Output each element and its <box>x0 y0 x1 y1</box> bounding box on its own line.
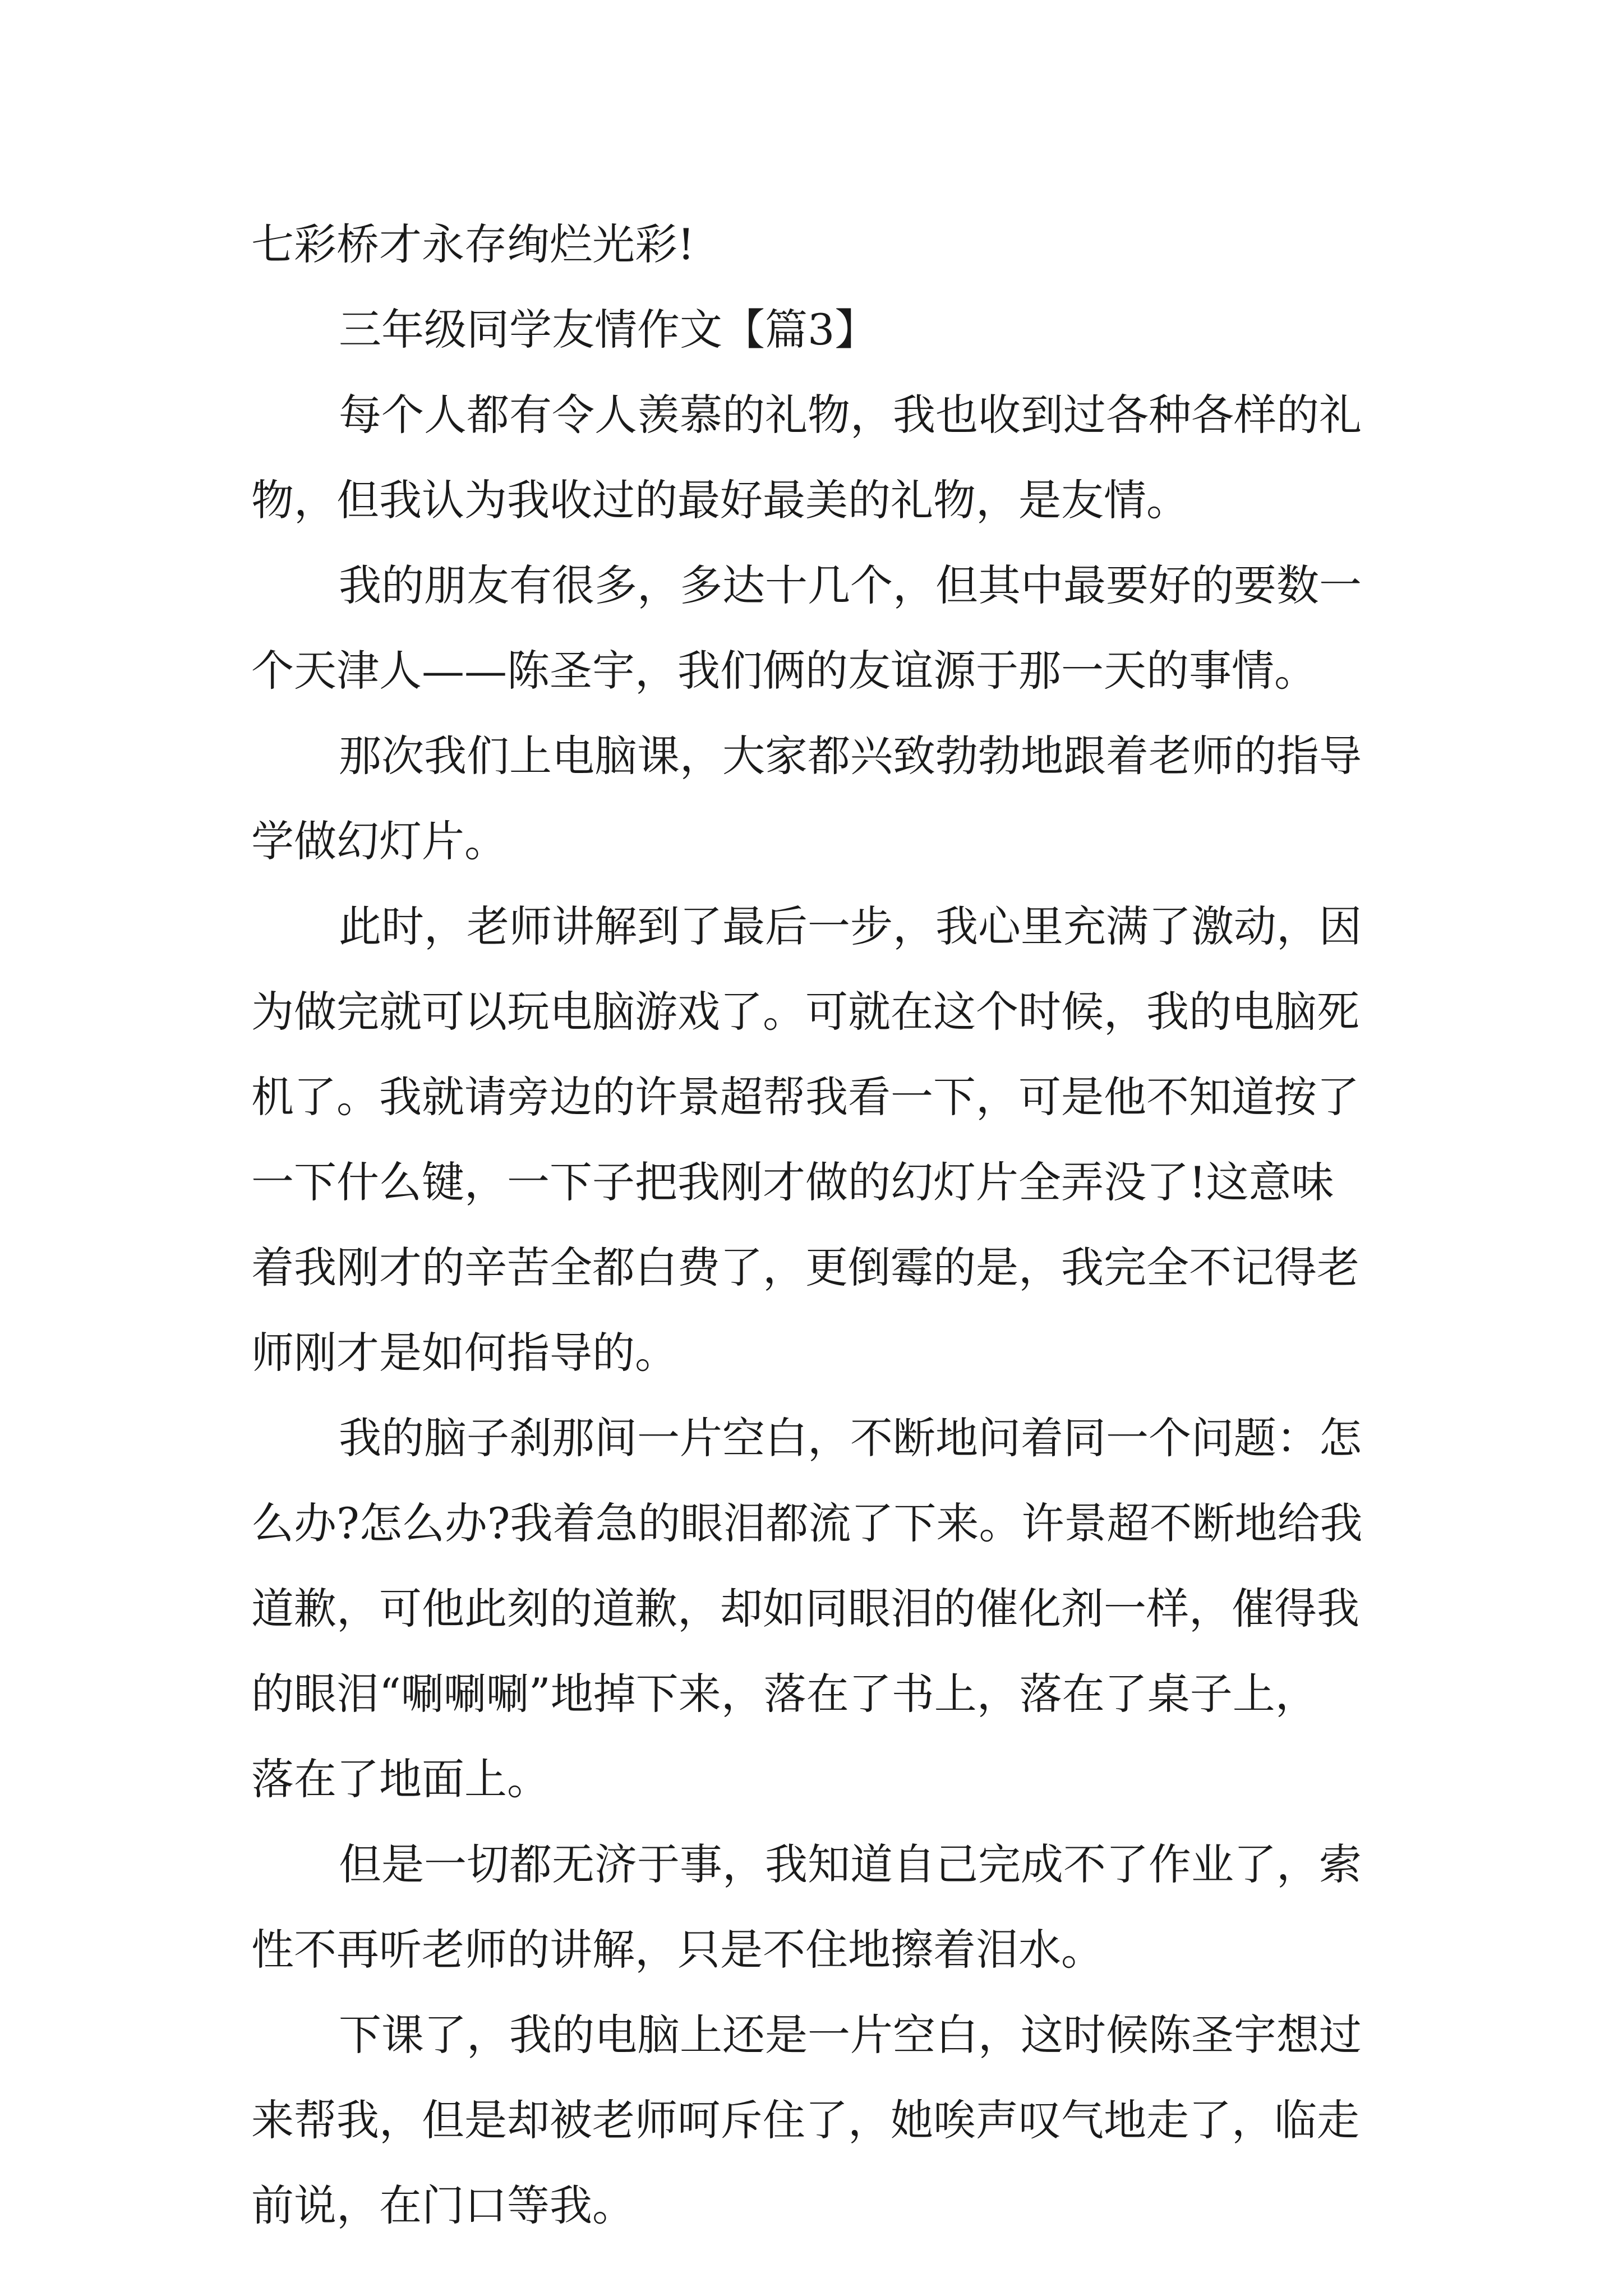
text-line: 么办?怎么办?我着急的眼泪都流了下来。许景超不断地给我 <box>251 1498 1363 1548</box>
text-line: 我的朋友有很多，多达十几个，但其中最要好的要数一 <box>339 560 1362 610</box>
section-heading: 三年级同学友情作文【篇3】 <box>339 305 878 355</box>
text-line: 此时，老师讲解到了最后一步，我心里充满了激动，因 <box>339 901 1362 951</box>
text-line: 一下什么键，一下子把我刚才做的幻灯片全弄没了!这意味 <box>251 1157 1334 1207</box>
text-line: 师刚才是如何指导的。 <box>251 1328 677 1378</box>
text-line: 七彩桥才永存绚烂光彩! <box>251 219 695 269</box>
text-line: 来帮我，但是却被老师呵斥住了，她唉声叹气地走了，临走 <box>251 2095 1359 2145</box>
text-line: 着我刚才的辛苦全都白费了，更倒霉的是，我完全不记得老 <box>251 1243 1359 1292</box>
text-line: 我的脑子刹那间一片空白，不断地问着同一个问题：怎 <box>339 1413 1362 1463</box>
text-line: 物，但我认为我收过的最好最美的礼物，是友情。 <box>251 475 1189 525</box>
text-line: 落在了地面上。 <box>251 1754 550 1804</box>
text-line: 性不再听老师的讲解，只是不住地擦着泪水。 <box>251 1925 1104 1975</box>
text-line: 前说，在门口等我。 <box>251 2180 635 2230</box>
text-line: 下课了，我的电脑上还是一片空白，这时候陈圣宇想过 <box>339 2010 1362 2060</box>
text-line: 的眼泪“唰唰唰”地掉下来，落在了书上，落在了桌子上， <box>251 1669 1318 1719</box>
text-line: 每个人都有令人羡慕的礼物，我也收到过各种各样的礼 <box>339 390 1362 440</box>
text-line: 但是一切都无济于事，我知道自己完成不了作业了，索 <box>339 1839 1362 1889</box>
text-line: 为做完就可以玩电脑游戏了。可就在这个时候，我的电脑死 <box>251 987 1359 1037</box>
text-line: 道歉，可他此刻的道歉，却如同眼泪的催化剂一样，催得我 <box>251 1584 1359 1634</box>
essay-body <box>251 202 1390 2248</box>
text-line: 学做幻灯片。 <box>251 816 507 866</box>
text-line: 那次我们上电脑课，大家都兴致勃勃地跟着老师的指导 <box>339 731 1362 781</box>
text-line: 个天津人——陈圣宇，我们俩的友谊源于那一天的事情。 <box>251 646 1317 696</box>
text-line: 机了。我就请旁边的许景超帮我看一下，可是他不知道按了 <box>251 1072 1359 1122</box>
